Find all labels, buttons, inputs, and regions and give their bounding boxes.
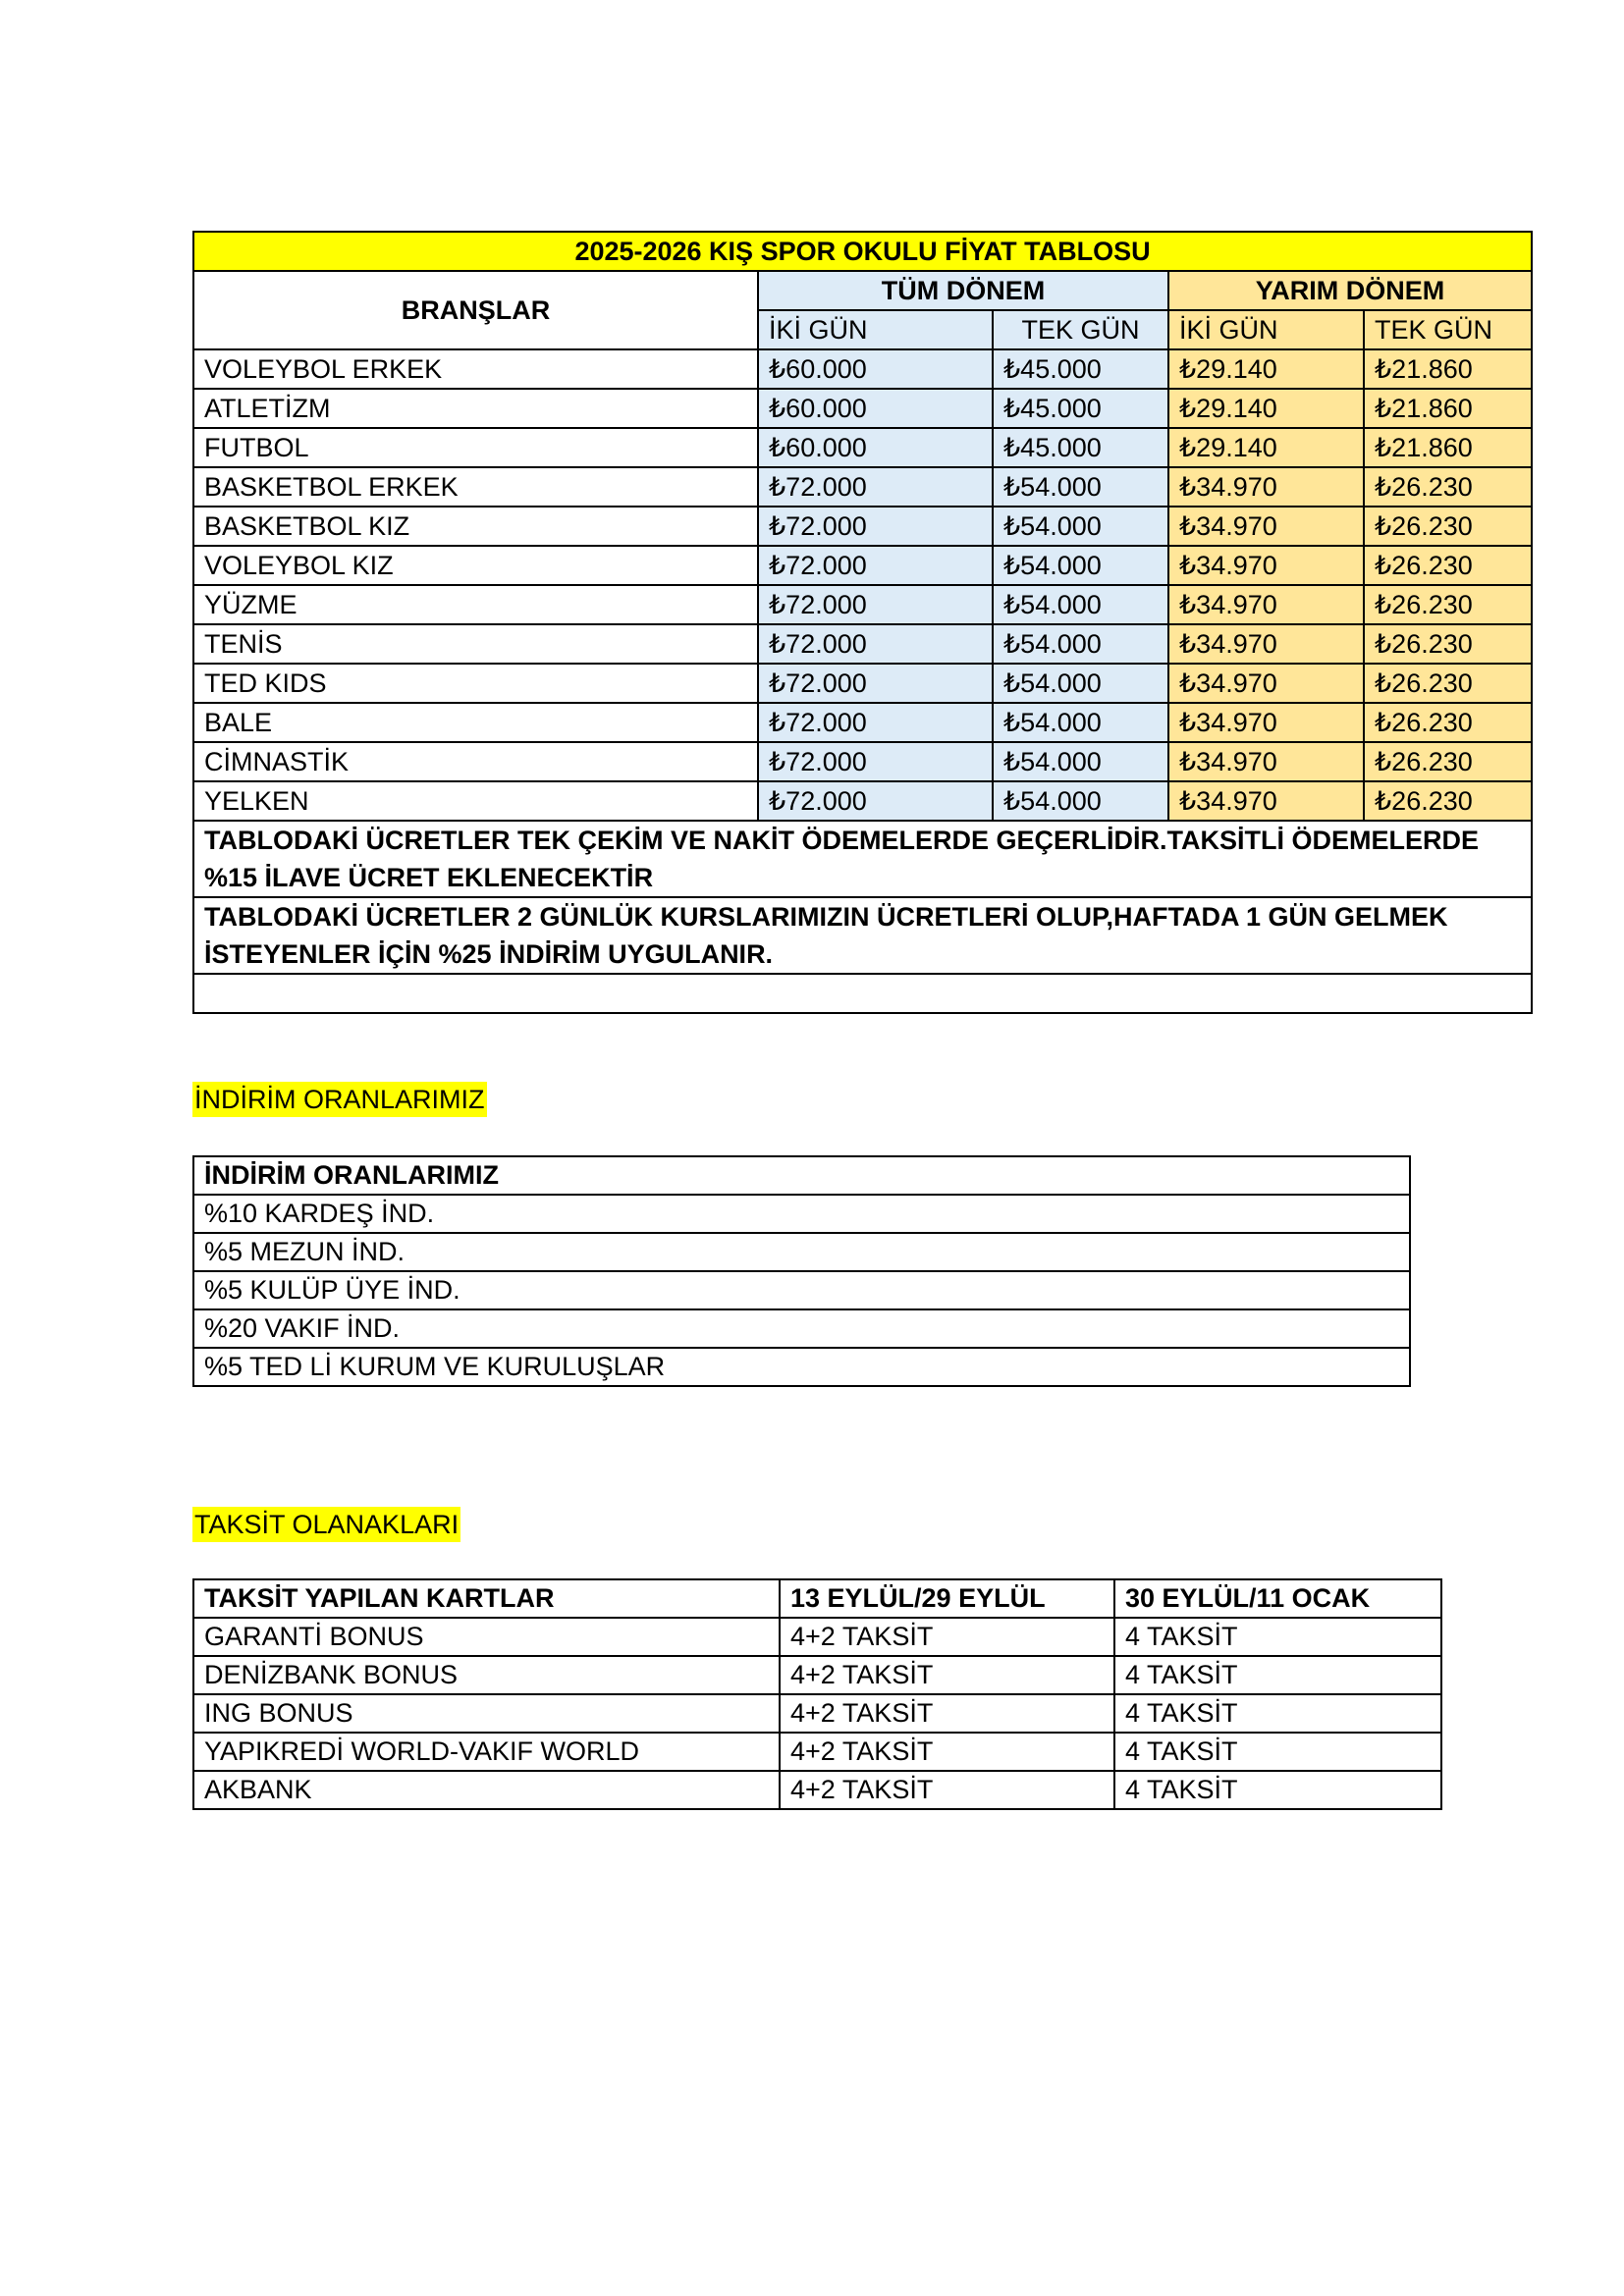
tum-donem-header: TÜM DÖNEM: [758, 271, 1168, 310]
price-yarim-tek-gun: ₺26.230: [1364, 664, 1532, 703]
sub-header-yarim-tek-gun: TEK GÜN: [1364, 310, 1532, 349]
empty-row: [193, 974, 1532, 1013]
price-yarim-tek-gun: ₺21.860: [1364, 349, 1532, 389]
discount-row: [193, 1309, 1410, 1348]
price-tum-iki-gun: ₺72.000: [758, 467, 993, 507]
price-tum-tek-gun: ₺54.000: [993, 664, 1168, 703]
price-row: [193, 624, 1532, 664]
discount-row: [193, 1195, 1410, 1233]
price-tum-iki-gun: ₺72.000: [758, 546, 993, 585]
price-tum-tek-gun: ₺54.000: [993, 624, 1168, 664]
sub-header-tum-iki-gun: İKİ GÜN: [758, 310, 993, 349]
branch-name: YÜZME: [193, 585, 758, 624]
price-yarim-iki-gun: ₺29.140: [1168, 349, 1364, 389]
branch-name: ATLETİZM: [193, 389, 758, 428]
installment-period-2: 4 TAKSİT: [1114, 1733, 1441, 1771]
installment-row: [193, 1771, 1441, 1809]
price-row: [193, 585, 1532, 624]
branch-name: BASKETBOL KIZ: [193, 507, 758, 546]
installment-period-1: 4+2 TAKSİT: [780, 1694, 1114, 1733]
price-table-title: 2025-2026 KIŞ SPOR OKULU FİYAT TABLOSU: [193, 232, 1532, 271]
price-yarim-iki-gun: ₺34.970: [1168, 546, 1364, 585]
price-yarim-tek-gun: ₺26.230: [1364, 585, 1532, 624]
card-name: YAPIKREDİ WORLD-VAKIF WORLD: [193, 1733, 780, 1771]
branch-name: VOLEYBOL ERKEK: [193, 349, 758, 389]
price-tum-tek-gun: ₺54.000: [993, 781, 1168, 821]
price-tum-iki-gun: ₺60.000: [758, 349, 993, 389]
discounts-section-label: İNDİRİM ORANLARIMIZ: [192, 1082, 487, 1117]
card-name: ING BONUS: [193, 1694, 780, 1733]
installments-header-cards: TAKSİT YAPILAN KARTLAR: [193, 1579, 780, 1618]
price-table: [192, 231, 1533, 1014]
price-row: [193, 664, 1532, 703]
price-yarim-tek-gun: ₺21.860: [1364, 389, 1532, 428]
price-yarim-tek-gun: ₺21.860: [1364, 428, 1532, 467]
installment-row: [193, 1656, 1441, 1694]
note-discount-one-day: TABLODAKİ ÜCRETLER 2 GÜNLÜK KURSLARIMIZIN ÜCRETLERİ OLUP,HAFTADA 1 GÜN GELMEK İSTEYENLER İÇİN %25 İNDİRİM UYGULANIR.: [193, 897, 1532, 974]
installments-header-period-1: 13 EYLÜL/29 EYLÜL: [780, 1579, 1114, 1618]
price-yarim-iki-gun: ₺29.140: [1168, 389, 1364, 428]
price-row: [193, 428, 1532, 467]
price-tum-iki-gun: ₺60.000: [758, 389, 993, 428]
card-name: DENİZBANK BONUS: [193, 1656, 780, 1694]
price-yarim-tek-gun: ₺26.230: [1364, 507, 1532, 546]
price-row: [193, 546, 1532, 585]
price-tum-iki-gun: ₺72.000: [758, 703, 993, 742]
branch-name: CİMNASTİK: [193, 742, 758, 781]
branch-name: FUTBOL: [193, 428, 758, 467]
price-tum-iki-gun: ₺72.000: [758, 664, 993, 703]
installment-period-2: 4 TAKSİT: [1114, 1694, 1441, 1733]
discount-row: [193, 1271, 1410, 1309]
discounts-table-header: İNDİRİM ORANLARIMIZ: [193, 1156, 1410, 1195]
installment-period-1: 4+2 TAKSİT: [780, 1771, 1114, 1809]
price-yarim-tek-gun: ₺26.230: [1364, 703, 1532, 742]
price-yarim-tek-gun: ₺26.230: [1364, 467, 1532, 507]
installments-section-label: TAKSİT OLANAKLARI: [192, 1507, 460, 1542]
price-row: [193, 389, 1532, 428]
discount-row: [193, 1233, 1410, 1271]
installment-period-1: 4+2 TAKSİT: [780, 1656, 1114, 1694]
price-tum-tek-gun: ₺54.000: [993, 507, 1168, 546]
price-tum-tek-gun: ₺54.000: [993, 546, 1168, 585]
discount-item: %20 VAKIF İND.: [193, 1309, 1410, 1348]
price-yarim-iki-gun: ₺34.970: [1168, 664, 1364, 703]
price-yarim-iki-gun: ₺29.140: [1168, 428, 1364, 467]
price-tum-iki-gun: ₺72.000: [758, 507, 993, 546]
price-tum-iki-gun: ₺60.000: [758, 428, 993, 467]
price-tum-tek-gun: ₺45.000: [993, 428, 1168, 467]
price-tum-tek-gun: ₺54.000: [993, 585, 1168, 624]
installments-header-period-2: 30 EYLÜL/11 OCAK: [1114, 1579, 1441, 1618]
price-yarim-iki-gun: ₺34.970: [1168, 585, 1364, 624]
price-yarim-iki-gun: ₺34.970: [1168, 624, 1364, 664]
discount-item: %5 MEZUN İND.: [193, 1233, 1410, 1271]
discount-item: %5 TED Lİ KURUM VE KURULUŞLAR: [193, 1348, 1410, 1386]
installment-row: [193, 1733, 1441, 1771]
branch-name: TENİS: [193, 624, 758, 664]
installment-period-2: 4 TAKSİT: [1114, 1771, 1441, 1809]
installment-row: [193, 1694, 1441, 1733]
branch-name: BALE: [193, 703, 758, 742]
yarim-donem-header: YARIM DÖNEM: [1168, 271, 1532, 310]
sub-header-tum-tek-gun: TEK GÜN: [993, 310, 1168, 349]
discount-item: %10 KARDEŞ İND.: [193, 1195, 1410, 1233]
price-tum-tek-gun: ₺54.000: [993, 467, 1168, 507]
branch-name: YELKEN: [193, 781, 758, 821]
installment-period-2: 4 TAKSİT: [1114, 1618, 1441, 1656]
discount-row: [193, 1348, 1410, 1386]
installment-row: [193, 1618, 1441, 1656]
price-yarim-tek-gun: ₺26.230: [1364, 742, 1532, 781]
note-cash-payment: TABLODAKİ ÜCRETLER TEK ÇEKİM VE NAKİT ÖDEMELERDE GEÇERLİDİR.TAKSİTLİ ÖDEMELERDE %15 İLAVE ÜCRET EKLENECEKTİR: [193, 821, 1532, 897]
price-tum-tek-gun: ₺45.000: [993, 389, 1168, 428]
price-tum-iki-gun: ₺72.000: [758, 781, 993, 821]
price-tum-iki-gun: ₺72.000: [758, 624, 993, 664]
price-row: [193, 742, 1532, 781]
branch-name: TED KIDS: [193, 664, 758, 703]
installment-period-1: 4+2 TAKSİT: [780, 1733, 1114, 1771]
price-row: [193, 507, 1532, 546]
branches-header: BRANŞLAR: [193, 271, 758, 349]
price-row: [193, 781, 1532, 821]
price-yarim-tek-gun: ₺26.230: [1364, 624, 1532, 664]
price-yarim-tek-gun: ₺26.230: [1364, 546, 1532, 585]
price-row: [193, 703, 1532, 742]
price-tum-iki-gun: ₺72.000: [758, 585, 993, 624]
price-yarim-iki-gun: ₺34.970: [1168, 781, 1364, 821]
price-yarim-tek-gun: ₺26.230: [1364, 781, 1532, 821]
price-tum-tek-gun: ₺45.000: [993, 349, 1168, 389]
discount-item: %5 KULÜP ÜYE İND.: [193, 1271, 1410, 1309]
card-name: GARANTİ BONUS: [193, 1618, 780, 1656]
price-yarim-iki-gun: ₺34.970: [1168, 467, 1364, 507]
discounts-table: [192, 1155, 1411, 1387]
installment-period-2: 4 TAKSİT: [1114, 1656, 1441, 1694]
price-row: [193, 467, 1532, 507]
card-name: AKBANK: [193, 1771, 780, 1809]
price-tum-tek-gun: ₺54.000: [993, 742, 1168, 781]
branch-name: BASKETBOL ERKEK: [193, 467, 758, 507]
installments-table: [192, 1578, 1442, 1810]
branch-name: VOLEYBOL KIZ: [193, 546, 758, 585]
price-yarim-iki-gun: ₺34.970: [1168, 507, 1364, 546]
sub-header-yarim-iki-gun: İKİ GÜN: [1168, 310, 1364, 349]
price-row: [193, 349, 1532, 389]
price-yarim-iki-gun: ₺34.970: [1168, 742, 1364, 781]
price-tum-iki-gun: ₺72.000: [758, 742, 993, 781]
installment-period-1: 4+2 TAKSİT: [780, 1618, 1114, 1656]
price-yarim-iki-gun: ₺34.970: [1168, 703, 1364, 742]
price-tum-tek-gun: ₺54.000: [993, 703, 1168, 742]
